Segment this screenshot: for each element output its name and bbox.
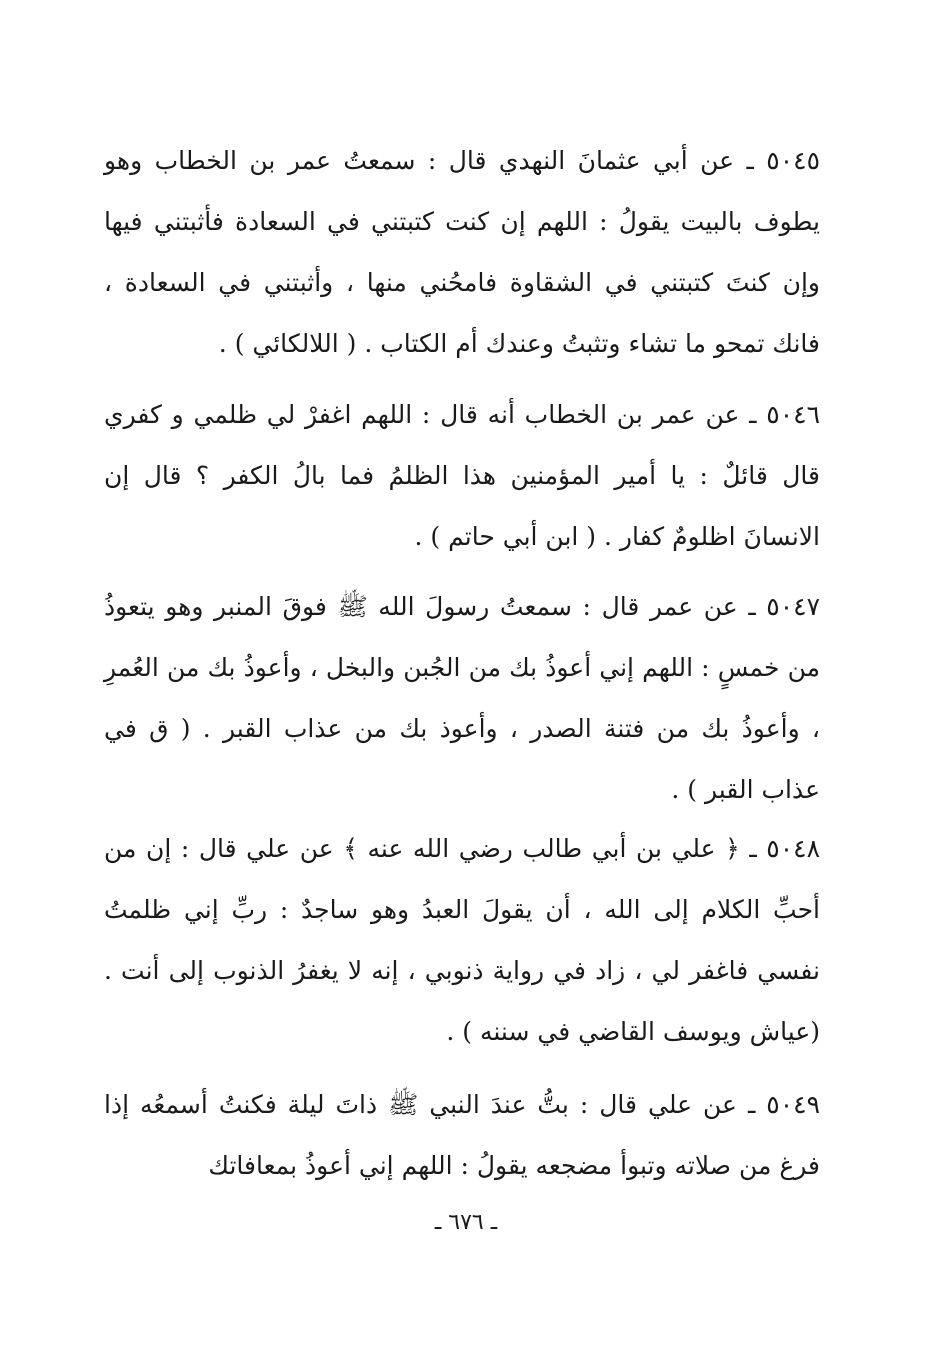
entry-text: ٥٠٤٥ ـ عن أبي عثمانَ النهدي قال : سمعتُ عمر بن الخطاب وهو يطوف بالبيت يقولُ : اللهم إن كنت كتبتني في السعادة فأثبتني فيها وإن كنتَ كتبتني في الشقاوة فامحُني منها ، وأثبتني في السعادة ، فانك تمحو ما تشاء وتثبتُ وعندك أم الكتاب . ( اللالكائي ) . — [104, 146, 820, 358]
page-number: ـ ٦٧٦ ـ — [434, 1210, 498, 1235]
hadith-entry-5047 — [104, 576, 820, 820]
entry-text: ٥٠٤٩ ـ عن علي قال : بتُّ عندَ النبي ﷺ ذاتَ ليلة فكنتُ أسمعُه إذا فرغ من صلاته وتبوأ مضجعه يقولُ : اللهم إني أعوذُ بمعافاتك — [104, 1090, 820, 1180]
hadith-entry-5048 — [104, 818, 820, 1062]
entry-text: ٥٠٤٧ ـ عن عمر قال : سمعتُ رسولَ الله ﷺ فوقَ المنبر وهو يتعوذُ من خمسٍ : اللهم إني أعوذُ بك من الجُبن والبخل ، وأعوذُ بك من العُمرِ ، وأعوذُ بك من فتنة الصدر ، وأعوذ بك من عذاب القبر . ( ق في عذاب القبر ) . — [104, 592, 820, 804]
hadith-entry-5046 — [104, 384, 820, 567]
entry-text: ٥٠٤٦ ـ عن عمر بن الخطاب أنه قال : اللهم اغفرْ لي ظلمي و كفري قال قائلٌ : يا أمير المؤمنين هذا الظلمُ فما بالُ الكفر ؟ قال إن الانسانَ اظلومٌ كفار . ( ابن أبي حاتم ) . — [104, 400, 820, 551]
entry-text: ٥٠٤٨ ـ ﴿ علي بن أبي طالب رضي الله عنه ﴾ عن علي قال : إن من أحبِّ الكلام إلى الله ، أن يقولَ العبدُ وهو ساجدٌ : ربِّ إني ظلمتُ نفسي فاغفر لي ، زاد في رواية ذنوبي ، إنه لا يغفرُ الذنوب إلى أنت . (عياش ويوسف القاضي في سننه ) . — [104, 834, 820, 1046]
hadith-entry-5045 — [104, 130, 820, 374]
hadith-entry-5049 — [104, 1074, 820, 1196]
